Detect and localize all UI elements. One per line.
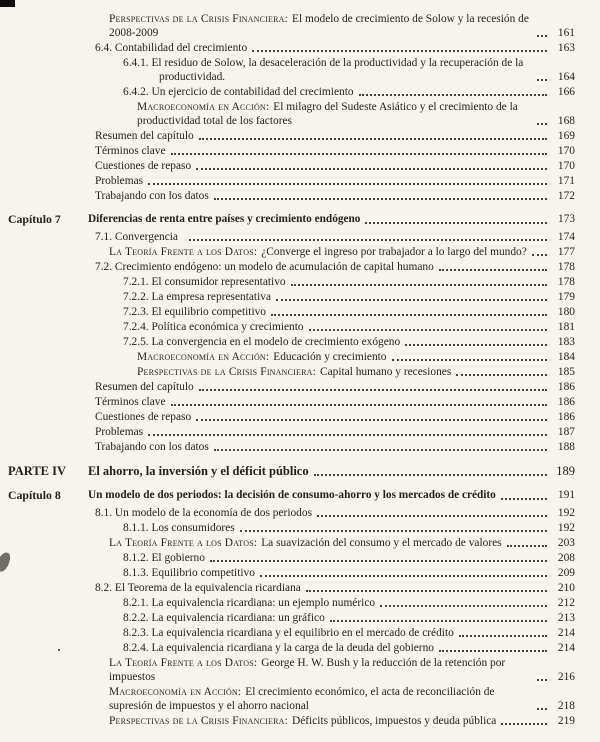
feature-heading: Perspectivas de la Crisis Financiera:	[109, 715, 288, 727]
toc-entry-text	[123, 551, 205, 565]
entry-title: Déficits públicos, impuestos y deuda pública	[291, 715, 497, 727]
dot-leader	[405, 344, 547, 346]
entry-title: 6.4. Contabilidad del crecimiento	[95, 42, 248, 54]
entry-title: Términos clave	[95, 396, 166, 408]
toc-entry-text	[123, 641, 434, 655]
toc-entry	[0, 159, 600, 173]
scan-corner-mark	[0, 0, 15, 7]
entry-title: Trabajando con los datos	[95, 441, 209, 453]
entry-title: Un modelo de dos periodos: la decisión de consumo-ahorro y los mercados de crédito	[88, 489, 496, 501]
toc-entry	[0, 144, 600, 158]
entry-title: ¿Converge el ingreso por trabajador a lo largo del mundo?	[261, 246, 527, 258]
toc-entry-text	[123, 521, 235, 535]
toc-entry-text	[109, 656, 532, 684]
toc-entry-text	[123, 305, 266, 319]
dot-leader	[537, 35, 547, 37]
toc-entry	[0, 320, 600, 334]
toc-entry	[0, 174, 600, 188]
toc-entry-text	[109, 245, 527, 259]
entry-title: Términos clave	[95, 145, 166, 157]
dot-leader	[365, 222, 547, 224]
entry-title: 7.1. Convergencia	[95, 231, 178, 243]
page-number: 214	[557, 642, 575, 654]
page-number: 180	[557, 306, 575, 318]
toc-entry-text	[88, 488, 496, 503]
toc-entry-text	[95, 144, 166, 158]
toc-entry	[0, 551, 600, 565]
dot-leader	[537, 679, 547, 681]
entry-title: Diferencias de renta entre países y crecimiento endógeno	[88, 213, 361, 225]
toc-entry	[0, 566, 600, 580]
dot-leader	[392, 359, 547, 361]
toc-entry	[0, 365, 600, 379]
dot-leader	[271, 314, 547, 316]
dot-leader	[291, 284, 547, 286]
entry-title: El modelo de crecimiento de Solow y la recesión de 2008-2009	[109, 13, 529, 39]
page-number: 169	[557, 130, 575, 142]
toc-entry	[0, 581, 600, 595]
page-number: 183	[557, 336, 575, 348]
feature-heading: Macroeconomía en Acción:	[137, 101, 270, 113]
page-number: 192	[557, 507, 575, 519]
toc-entry	[0, 440, 600, 454]
feature-heading: La Teoría Frente a los Datos:	[109, 246, 258, 258]
entry-title: 7.2. Crecimiento endógeno: un modelo de acumulación de capital humano	[95, 261, 434, 273]
dot-leader	[380, 605, 547, 607]
dot-leader	[501, 723, 547, 725]
page-number: 185	[557, 366, 575, 378]
chapter-label: Capítulo 8	[8, 488, 61, 502]
page-number: 189	[556, 464, 575, 478]
toc-entry	[0, 85, 600, 99]
toc-entry	[0, 611, 600, 625]
toc-entry	[0, 506, 600, 520]
page-number: 218	[557, 700, 575, 712]
feature-heading: La Teoría Frente a los Datos:	[109, 537, 258, 549]
page-number: 181	[557, 321, 575, 333]
entry-title: 6.4.1. El residuo de Solow, la desaceleración de la productividad y la recuperación de la productividad.	[123, 57, 524, 83]
toc-entry	[0, 425, 600, 439]
toc-entry-text	[95, 581, 301, 595]
page-number: 188	[557, 441, 575, 453]
toc-entry-text	[95, 395, 166, 409]
page-number: 191	[558, 489, 575, 501]
toc-entry-text	[95, 174, 143, 188]
dot-leader	[214, 198, 547, 200]
dot-leader	[214, 449, 547, 451]
toc-entry-text	[109, 685, 532, 713]
toc-entry-text	[123, 275, 286, 289]
toc-entry	[0, 596, 600, 610]
entry-title: Educación y crecimiento	[273, 351, 387, 363]
page-number: 212	[557, 597, 575, 609]
entry-title: El ahorro, la inversión y el déficit público	[88, 464, 309, 478]
feature-heading: Macroeconomía en Acción:	[109, 686, 242, 698]
dot-leader	[196, 168, 547, 170]
entry-title: 7.2.4. Política económica y crecimiento	[123, 321, 304, 333]
toc-entry-text	[95, 440, 209, 454]
toc-entry-text	[123, 290, 271, 304]
toc-entry-text	[95, 189, 209, 203]
dot-leader	[171, 404, 547, 406]
dot-leader	[252, 50, 547, 52]
toc-entry	[0, 275, 600, 289]
toc-entry-text	[95, 41, 247, 55]
dot-leader	[199, 138, 547, 140]
dot-leader	[459, 635, 547, 637]
feature-heading: La Teoría Frente a los Datos:	[109, 657, 258, 669]
page-number: 186	[557, 381, 575, 393]
dot-leader	[210, 560, 547, 562]
dot-leader	[314, 474, 547, 476]
entry-title: El milagro del Sudeste Asiático y el crecimiento de la productividad total de los factores	[137, 101, 518, 127]
page-number: 164	[557, 71, 575, 83]
dot-leader	[189, 239, 547, 241]
chapter-label: Capítulo 7	[8, 212, 61, 226]
dot-leader	[240, 530, 547, 532]
toc-entry	[0, 685, 600, 713]
dot-leader	[196, 419, 547, 421]
page-number: 219	[557, 715, 575, 727]
page-number: 213	[557, 612, 575, 624]
page-number: 186	[557, 396, 575, 408]
toc-entry-text	[95, 159, 191, 173]
dot-leader	[317, 515, 547, 517]
toc-entry	[0, 626, 600, 640]
toc-entry	[0, 230, 600, 244]
toc-entry	[0, 245, 600, 259]
dot-leader	[537, 79, 547, 81]
page-number: 179	[557, 291, 575, 303]
toc-entry-text	[95, 425, 143, 439]
toc-entry-text	[137, 350, 387, 364]
dot-leader	[306, 590, 547, 592]
page-number: 170	[557, 160, 575, 172]
entry-title: Problemas	[95, 175, 144, 187]
page-number: 216	[557, 671, 575, 683]
entry-title: 8.1.3. Equilibrio competitivo	[123, 567, 255, 579]
entry-title: 7.2.1. El consumidor representativo	[123, 276, 286, 288]
toc-entry-text	[109, 714, 496, 728]
dot-leader	[532, 254, 547, 256]
toc-entry	[0, 350, 600, 364]
toc-entry	[0, 410, 600, 424]
toc-entry-text	[137, 100, 532, 128]
toc-entry	[0, 395, 600, 409]
dot-leader	[359, 94, 547, 96]
entry-title: Problemas	[95, 426, 144, 438]
page-number: 177	[557, 246, 575, 258]
page-number: 171	[557, 175, 575, 187]
dot-leader	[501, 498, 547, 500]
toc-list	[0, 12, 600, 728]
entry-title: Resumen del capítulo	[95, 381, 194, 393]
dot-leader	[148, 183, 547, 185]
toc-entry-text	[95, 380, 194, 394]
entry-title: 8.2.4. La equivalencia ricardiana y la carga de la deuda del gobierno	[123, 642, 434, 654]
toc-entry-text	[95, 260, 434, 274]
toc-entry-text	[123, 335, 400, 349]
page-number: 178	[557, 261, 575, 273]
toc-entry-text	[123, 56, 532, 84]
dot-leader	[439, 269, 547, 271]
dot-leader	[537, 123, 547, 125]
entry-title: Cuestiones de repaso	[95, 160, 192, 172]
entry-title: 8.2. El Teorema de la equivalencia ricardiana	[95, 582, 301, 594]
toc-entry	[0, 129, 600, 143]
dot-leader	[439, 650, 547, 652]
toc-entry-text	[123, 566, 255, 580]
page-number: 208	[557, 552, 575, 564]
toc-entry	[0, 714, 600, 728]
page-number: 214	[557, 627, 575, 639]
page-number: 187	[557, 426, 575, 438]
dot-leader	[276, 299, 547, 301]
toc-entry	[0, 100, 600, 128]
entry-title: El crecimiento económico, el acta de reconciliación de supresión de impuestos y el ahorro nacional	[109, 686, 495, 712]
dot-leader	[148, 434, 547, 436]
dot-leader	[309, 329, 547, 331]
page-number: 161	[557, 27, 575, 39]
entry-title: 8.1.2. El gobierno	[123, 552, 205, 564]
toc-entry-text	[109, 536, 502, 550]
entry-title: 7.2.5. La convergencia en el modelo de crecimiento exógeno	[123, 336, 401, 348]
feature-heading: Perspectivas de la Crisis Financiera:	[137, 366, 316, 378]
dot-leader	[456, 374, 547, 376]
toc-entry-text	[137, 365, 451, 379]
toc-entry	[0, 212, 600, 227]
dot-leader	[330, 620, 547, 622]
entry-title: 7.2.3. El equilibrio competitivo	[123, 306, 266, 318]
entry-title: George H. W. Bush y la reducción de la retención por impuestos	[109, 657, 506, 683]
toc-entry	[0, 189, 600, 203]
entry-title: Resumen del capítulo	[95, 130, 194, 142]
page-number: 209	[557, 567, 575, 579]
page-number: 168	[557, 115, 575, 127]
page-number: 184	[557, 351, 575, 363]
page-number: 178	[557, 276, 575, 288]
toc-entry	[0, 305, 600, 319]
feature-heading: Perspectivas de la Crisis Financiera:	[109, 13, 288, 25]
entry-title: 8.2.2. La equivalencia ricardiana: un gráfico	[123, 612, 325, 624]
toc-entry	[0, 656, 600, 684]
toc-entry-text	[95, 230, 184, 244]
page-number: 173	[558, 213, 575, 225]
dot-leader	[260, 575, 547, 577]
page-number: 203	[557, 537, 575, 549]
feature-heading: Macroeconomía en Acción:	[137, 351, 270, 363]
toc-entry-text	[123, 596, 375, 610]
toc-entry	[0, 536, 600, 550]
toc-entry-text	[95, 410, 191, 424]
page-number: 174	[557, 231, 575, 243]
entry-title: La suavización del consumo y el mercado de valores	[261, 537, 502, 549]
toc-entry	[0, 41, 600, 55]
toc-entry	[0, 290, 600, 304]
toc-entry-text	[95, 506, 312, 520]
page-number: 210	[557, 582, 575, 594]
entry-title: 7.2.2. La empresa representativa	[123, 291, 272, 303]
page-number: 172	[557, 190, 575, 202]
entry-title: 8.2.1. La equivalencia ricardiana: un ejemplo numérico	[123, 597, 376, 609]
toc-entry	[0, 12, 600, 40]
toc-entry	[0, 463, 600, 479]
toc-entry	[0, 56, 600, 84]
toc-entry	[0, 380, 600, 394]
entry-title: 8.1.1. Los consumidores	[123, 522, 235, 534]
page-number: 192	[557, 522, 575, 534]
toc-entry-text	[123, 626, 454, 640]
toc-entry	[0, 488, 600, 503]
entry-title: 6.4.2. Un ejercicio de contabilidad del crecimiento	[123, 86, 354, 98]
entry-title: Capital humano y recesiones	[319, 366, 452, 378]
page-number: 186	[557, 411, 575, 423]
toc-entry	[0, 335, 600, 349]
toc-entry-text	[109, 12, 532, 40]
toc-entry-text	[123, 320, 304, 334]
entry-title: 8.2.3. La equivalencia ricardiana y el equilibrio en el mercado de crédito	[123, 627, 454, 639]
toc-entry	[0, 641, 600, 655]
toc-entry	[0, 521, 600, 535]
page-number: 170	[557, 145, 575, 157]
toc-entry-text	[95, 129, 194, 143]
toc-entry-text	[88, 212, 360, 227]
toc-entry-text	[123, 611, 325, 625]
entry-title: 8.1. Un modelo de la economía de dos periodos	[95, 507, 313, 519]
toc-entry	[0, 260, 600, 274]
dot-leader	[537, 708, 547, 710]
page-number: 163	[557, 42, 575, 54]
entry-title: Trabajando con los datos	[95, 190, 209, 202]
dot-leader	[199, 389, 547, 391]
dot-leader	[507, 545, 547, 547]
page-number: 166	[557, 86, 575, 98]
entry-title: Cuestiones de repaso	[95, 411, 192, 423]
part-label: PARTE IV	[8, 464, 67, 478]
toc-entry-text	[123, 85, 354, 99]
dot-leader	[171, 153, 547, 155]
toc-entry-text	[88, 463, 309, 479]
